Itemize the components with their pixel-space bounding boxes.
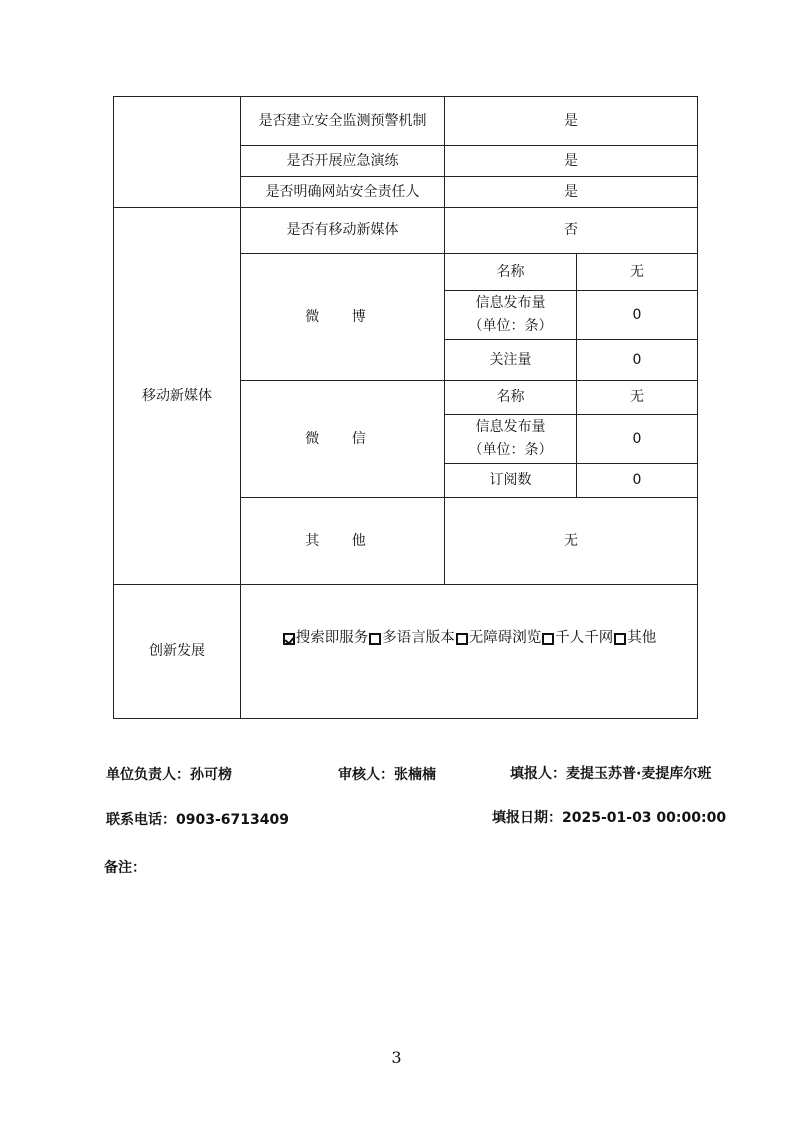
wechat-name-value: 无 [577, 381, 698, 415]
has-new-media-label: 是否有移动新媒体 [241, 208, 445, 254]
wechat-posts-label-line2: （单位：条） [468, 442, 553, 458]
other-media-value: 无 [445, 498, 698, 585]
wechat-posts-label [445, 415, 577, 464]
multilingual-label: 多语言版本 [382, 630, 455, 646]
reporter: 填报人：麦提玉苏普·麦提库尔班 [510, 766, 712, 782]
unit-head: 单位负责人：孙可榜 [106, 767, 232, 783]
weibo-label: 微 博 [241, 254, 445, 381]
wechat-subscribers-value: 0 [577, 464, 698, 498]
wechat-label: 微 信 [241, 381, 445, 498]
contact-phone: 联系电话：0903-6713409 [106, 812, 289, 828]
weibo-followers-label: 关注量 [445, 340, 577, 381]
personalized-checkbox[interactable] [542, 633, 554, 645]
weibo-posts-value: 0 [577, 291, 698, 340]
website-safety-section-cell [114, 97, 241, 208]
responsible-label: 是否明确网站安全责任人 [241, 177, 445, 208]
new-media-section-label: 移动新媒体 [114, 208, 241, 585]
wechat-subscribers-label: 订阅数 [445, 464, 577, 498]
weibo-name-label: 名称 [445, 254, 577, 291]
report-table [113, 96, 698, 719]
weibo-posts-label [445, 291, 577, 340]
weibo-posts-label-line2: （单位：条） [468, 318, 553, 334]
innovation-section-label: 创新发展 [114, 585, 241, 719]
accessibility-checkbox[interactable] [456, 633, 468, 645]
wechat-posts-value: 0 [577, 415, 698, 464]
accessibility-label: 无障碍浏览 [468, 630, 542, 646]
wechat-posts-label-line1: 信息发布量 [475, 419, 546, 435]
innovation-options-cell [241, 585, 698, 719]
responsible-value: 是 [445, 177, 698, 208]
other-option-label: 其他 [627, 630, 657, 646]
weibo-followers-value: 0 [577, 340, 698, 381]
weibo-name-value: 无 [577, 254, 698, 291]
wechat-name-label: 名称 [445, 381, 577, 415]
search-service-label: 搜索即服务 [295, 630, 369, 646]
innovation-options [245, 627, 693, 650]
other-media-label: 其 他 [241, 498, 445, 585]
weibo-posts-label-line1: 信息发布量 [475, 295, 546, 311]
note-label: 备注： [104, 860, 146, 876]
personalized-label: 千人千网 [555, 630, 614, 646]
report-date: 填报日期：2025-01-03 00:00:00 [492, 810, 727, 826]
monitoring-value: 是 [445, 97, 698, 146]
drill-value: 是 [445, 146, 698, 177]
has-new-media-value: 否 [445, 208, 698, 254]
reviewer: 审核人：张楠楠 [338, 767, 436, 783]
page-number: 3 [391, 1048, 402, 1067]
search-service-checkbox[interactable] [283, 633, 295, 645]
other-checkbox[interactable] [614, 633, 626, 645]
multilingual-checkbox[interactable] [369, 633, 381, 645]
monitoring-label: 是否建立安全监测预警机制 [241, 97, 445, 146]
drill-label: 是否开展应急演练 [241, 146, 445, 177]
